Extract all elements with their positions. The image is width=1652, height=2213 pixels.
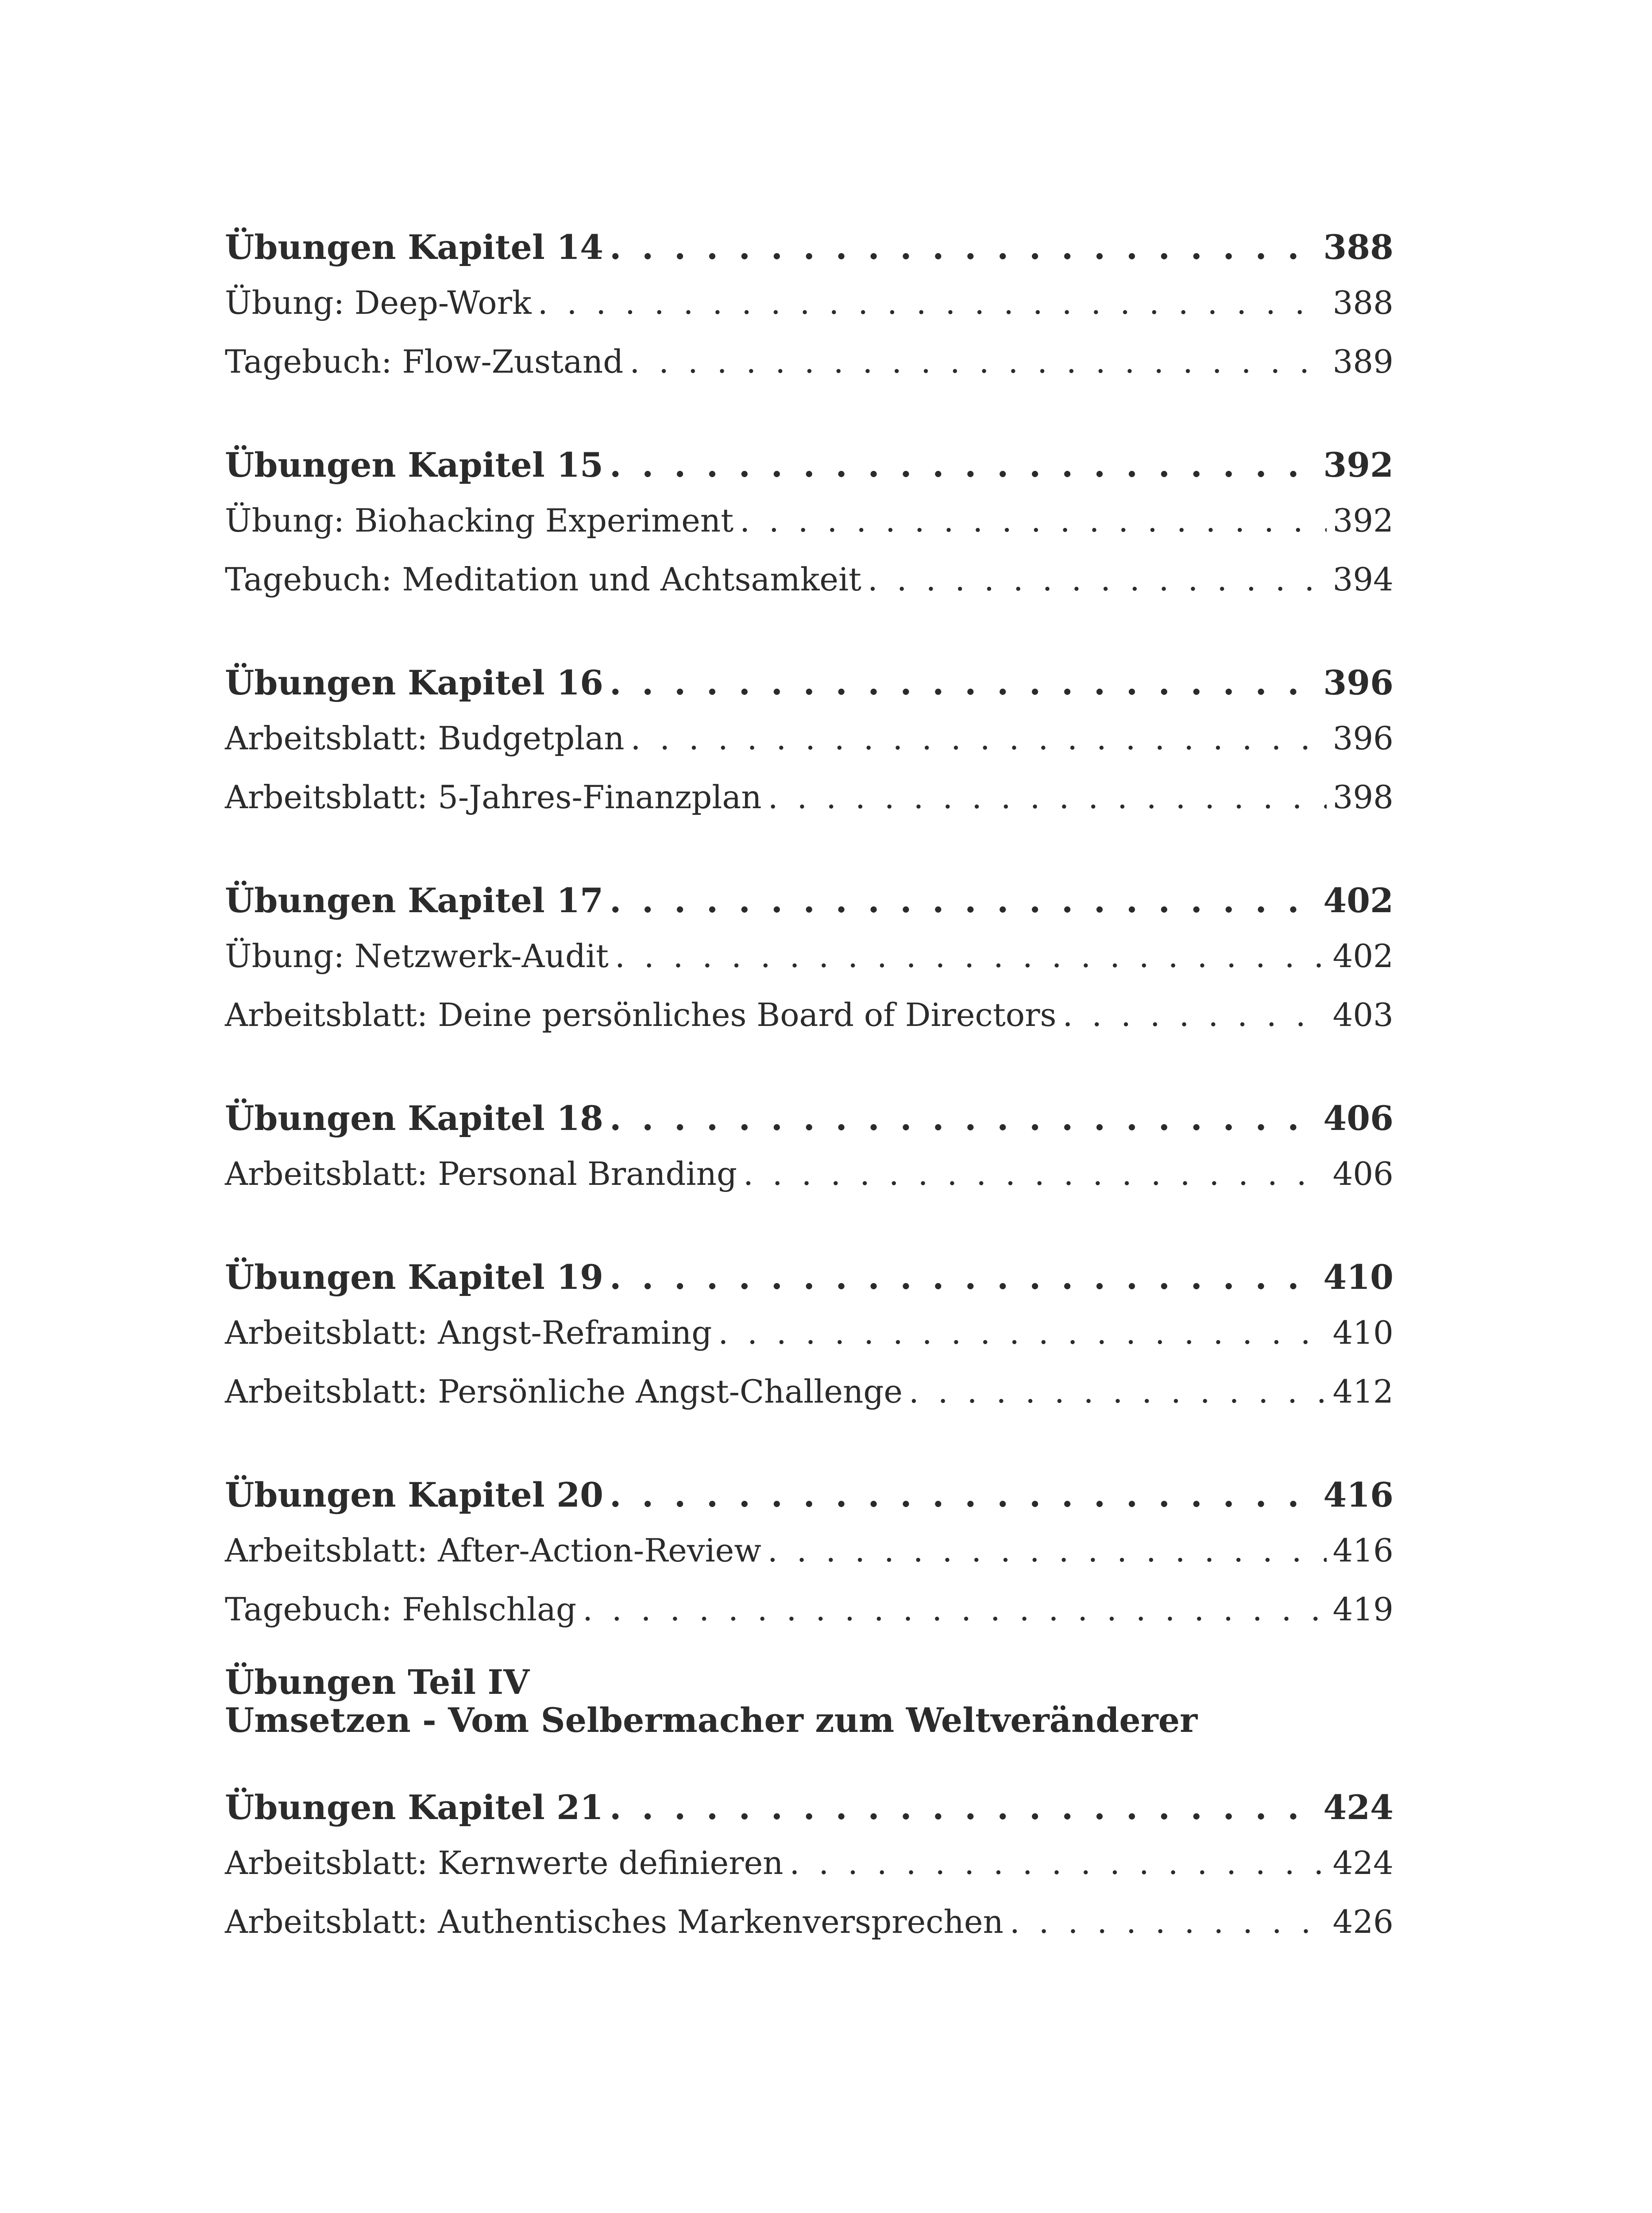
toc-page-number: 398 — [1332, 779, 1393, 816]
toc-page-number: 412 — [1332, 1373, 1393, 1410]
dot-leader — [538, 274, 1327, 332]
dot-leader — [790, 1834, 1327, 1893]
toc-entry[interactable] — [225, 1521, 1393, 1580]
toc-entry[interactable] — [225, 1580, 1393, 1639]
toc-page-number: 416 — [1332, 1532, 1393, 1569]
toc-entry[interactable] — [225, 1893, 1393, 1951]
dot-leader — [743, 1145, 1327, 1203]
toc-section-kapitel-15 — [225, 439, 1393, 609]
toc-page-number: 419 — [1332, 1591, 1393, 1628]
dot-leader — [583, 1580, 1326, 1639]
toc-page-number: 410 — [1323, 1257, 1393, 1297]
toc-heading-label: Übungen Kapitel 21 — [225, 1788, 603, 1827]
toc-heading-label: Übungen Kapitel 20 — [225, 1475, 603, 1515]
toc-page-number: 396 — [1323, 663, 1393, 702]
toc-entry[interactable] — [225, 986, 1393, 1045]
dot-leader — [610, 1781, 1317, 1834]
toc-entry-label: Arbeitsblatt: Budgetplan — [225, 720, 625, 757]
toc-entry-label: Arbeitsblatt: Persönliche Angst-Challenge — [225, 1373, 903, 1410]
toc-section-kapitel-21 — [225, 1781, 1393, 1951]
dot-leader — [740, 491, 1326, 550]
toc-entry-label: Arbeitsblatt: After-Action-Review — [225, 1532, 761, 1569]
toc-entry-label: Arbeitsblatt: Authentisches Markenversprechen — [225, 1903, 1004, 1940]
toc-entry[interactable] — [225, 1303, 1393, 1362]
dot-leader — [629, 332, 1326, 391]
toc-page-number: 389 — [1332, 343, 1393, 380]
toc-section-kapitel-17 — [225, 875, 1393, 1045]
toc-entry[interactable] — [225, 1834, 1393, 1893]
toc-entry-label: Arbeitsblatt: Personal Branding — [225, 1155, 737, 1192]
section-spacer — [225, 609, 1393, 657]
toc-page-number: 416 — [1323, 1475, 1393, 1515]
toc-entry[interactable] — [225, 768, 1393, 827]
dot-leader — [610, 1092, 1317, 1145]
section-spacer — [225, 1045, 1393, 1092]
toc-heading-label: Übungen Kapitel 15 — [225, 445, 603, 485]
toc-section-kapitel-14 — [225, 221, 1393, 391]
toc-page-number: 424 — [1323, 1788, 1393, 1827]
dot-leader — [868, 550, 1327, 609]
toc-entry[interactable] — [225, 332, 1393, 391]
dot-leader — [610, 439, 1317, 491]
toc-heading-label: Übungen Kapitel 17 — [225, 881, 603, 920]
toc-entry[interactable] — [225, 709, 1393, 768]
toc-page-number: 392 — [1332, 502, 1393, 539]
toc-page-number: 406 — [1323, 1099, 1393, 1138]
toc-heading-kapitel-18[interactable] — [225, 1092, 1393, 1145]
section-spacer — [225, 827, 1393, 875]
toc-entry-label: Tagebuch: Fehlschlag — [225, 1591, 577, 1628]
dot-leader — [610, 657, 1317, 709]
toc-page-number: 394 — [1332, 561, 1393, 598]
toc-page-number: 406 — [1332, 1155, 1393, 1192]
section-spacer — [225, 1203, 1393, 1251]
toc-page-number: 392 — [1323, 445, 1393, 485]
section-spacer — [225, 391, 1393, 439]
section-spacer — [225, 1421, 1393, 1469]
toc-section-kapitel-18 — [225, 1092, 1393, 1203]
part-subtitle: Umsetzen - Vom Selbermacher zum Weltveränderer — [225, 1700, 1198, 1740]
dot-leader — [1063, 986, 1327, 1045]
dot-leader — [610, 875, 1317, 927]
part-title: Übungen Teil IV — [225, 1662, 530, 1702]
toc-section-kapitel-20 — [225, 1469, 1393, 1639]
toc-entry-label: Arbeitsblatt: Deine persönliches Board of Directors — [225, 996, 1057, 1033]
toc-page-number: 388 — [1332, 284, 1393, 321]
toc-entry-label: Arbeitsblatt: Kernwerte definieren — [225, 1844, 784, 1881]
toc-section-kapitel-19 — [225, 1251, 1393, 1421]
toc-entry-label: Tagebuch: Flow-Zustand — [225, 343, 624, 380]
toc-page-number: 403 — [1332, 996, 1393, 1033]
toc-heading-label: Übungen Kapitel 16 — [225, 663, 603, 702]
dot-leader — [768, 768, 1327, 827]
toc-section-kapitel-16 — [225, 657, 1393, 827]
dot-leader — [631, 709, 1327, 768]
toc-entry-label: Übung: Biohacking Experiment — [225, 502, 734, 539]
table-of-contents — [225, 221, 1393, 1951]
toc-heading-kapitel-14[interactable] — [225, 221, 1393, 274]
dot-leader — [610, 1469, 1317, 1521]
toc-entry[interactable] — [225, 550, 1393, 609]
toc-entry[interactable] — [225, 1145, 1393, 1203]
toc-heading-kapitel-16[interactable] — [225, 657, 1393, 709]
toc-heading-kapitel-17[interactable] — [225, 875, 1393, 927]
toc-heading-label: Übungen Kapitel 14 — [225, 227, 603, 267]
toc-page-number: 402 — [1332, 937, 1393, 975]
toc-entry[interactable] — [225, 1362, 1393, 1421]
dot-leader — [768, 1521, 1327, 1580]
toc-heading-kapitel-15[interactable] — [225, 439, 1393, 491]
toc-entry-label: Tagebuch: Meditation und Achtsamkeit — [225, 561, 861, 598]
toc-heading-kapitel-20[interactable] — [225, 1469, 1393, 1521]
toc-entry[interactable] — [225, 274, 1393, 332]
toc-page-number: 424 — [1332, 1844, 1393, 1881]
toc-heading-label: Übungen Kapitel 18 — [225, 1099, 603, 1138]
dot-leader — [718, 1303, 1326, 1362]
toc-part-heading[interactable] — [225, 1639, 1393, 1781]
toc-entry-label: Arbeitsblatt: Angst-Reframing — [225, 1314, 712, 1351]
toc-heading-label: Übungen Kapitel 19 — [225, 1257, 603, 1297]
toc-page-number: 402 — [1323, 881, 1393, 920]
dot-leader — [610, 221, 1317, 274]
dot-leader — [1010, 1893, 1327, 1951]
toc-heading-kapitel-21[interactable] — [225, 1781, 1393, 1834]
toc-page-number: 396 — [1332, 720, 1393, 757]
dot-leader — [615, 927, 1327, 986]
dot-leader — [610, 1251, 1317, 1303]
toc-entry-label: Übung: Netzwerk-Audit — [225, 937, 609, 975]
toc-entry[interactable] — [225, 927, 1393, 986]
toc-entry-label: Übung: Deep-Work — [225, 284, 532, 321]
toc-page-number: 410 — [1332, 1314, 1393, 1351]
toc-page-number: 388 — [1323, 227, 1393, 267]
toc-page-number: 426 — [1332, 1903, 1393, 1940]
toc-entry-label: Arbeitsblatt: 5-Jahres-Finanzplan — [225, 779, 762, 816]
dot-leader — [909, 1362, 1327, 1421]
toc-entry[interactable] — [225, 491, 1393, 550]
toc-heading-kapitel-19[interactable] — [225, 1251, 1393, 1303]
